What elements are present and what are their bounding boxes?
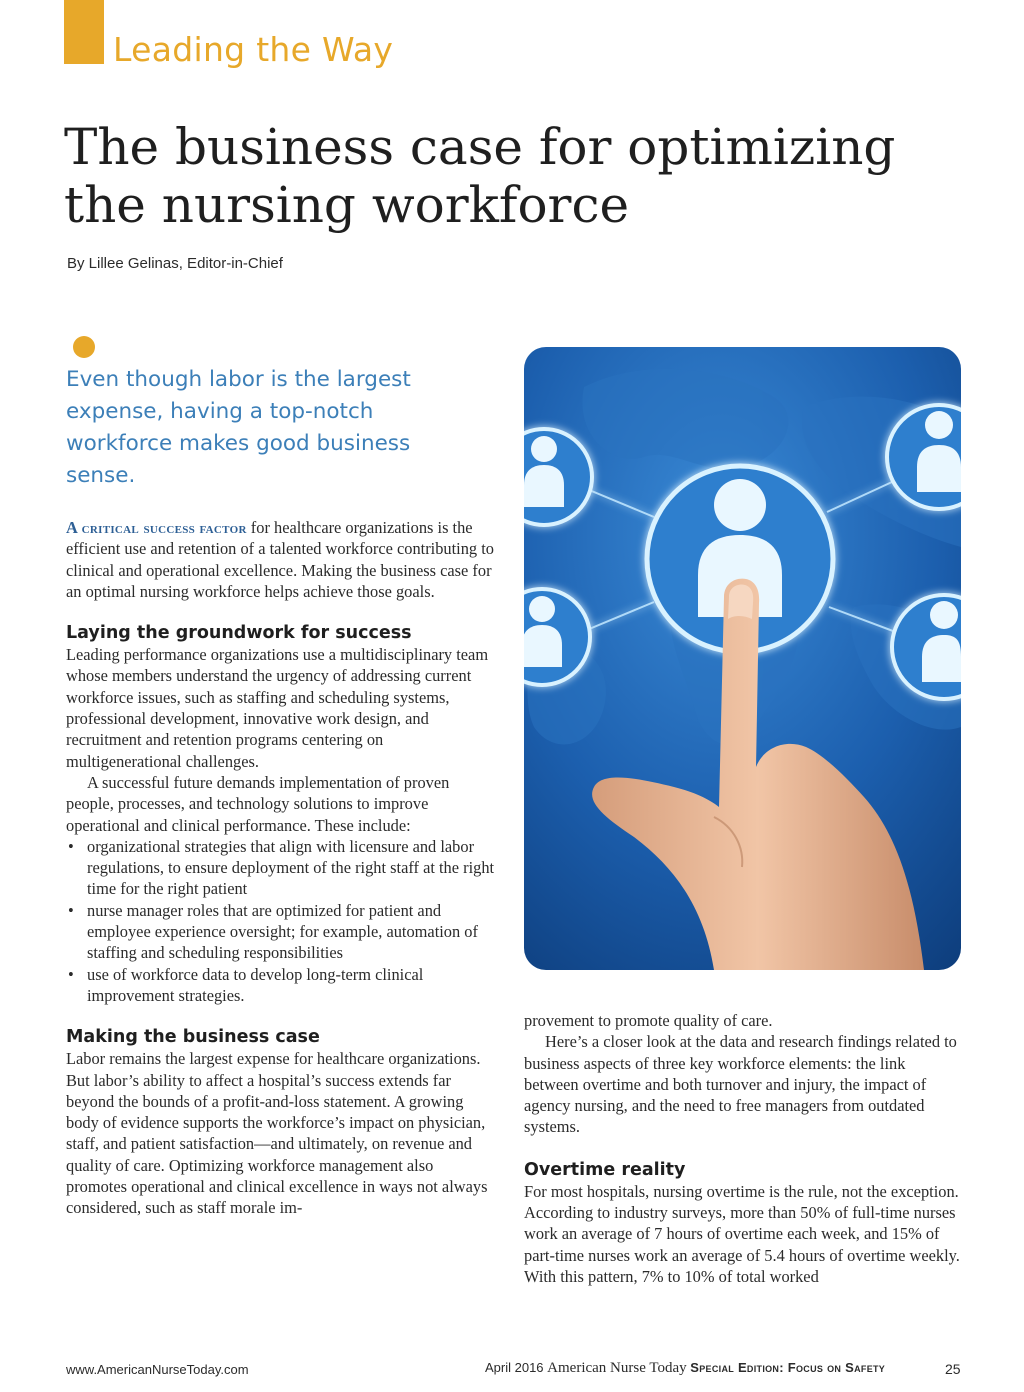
page-number: 25 bbox=[945, 1361, 961, 1377]
bullet-dot-icon: • bbox=[68, 900, 74, 920]
footer-magazine: American Nurse Today bbox=[547, 1360, 687, 1376]
pull-quote-dot-icon bbox=[73, 336, 95, 358]
list-item-text: use of workforce data to develop long-term clinical improvement strategies. bbox=[87, 964, 424, 1005]
section-label: Leading the Way bbox=[113, 30, 394, 69]
article-title: The business case for optimizing the nursing workforce bbox=[64, 118, 896, 234]
list-item-text: nurse manager roles that are optimized for patient and employee experience oversight; for example, automation of staffing and scheduling responsibilities bbox=[87, 900, 478, 963]
article-column-left bbox=[66, 517, 498, 1219]
paragraph: For most hospitals, nursing overtime is the rule, not the exception. According to industry surveys, more than 50% of full-time nurses work an average of 7 hours of overtime each week, and 15% of part-time nurses work an average of 5.4 hours of overtime weekly. With this pattern, 7% to 10% of total worked bbox=[524, 1181, 960, 1286]
heading-overtime: Overtime reality bbox=[524, 1159, 686, 1180]
photo-illustration bbox=[524, 347, 961, 970]
footer-publication bbox=[485, 1360, 885, 1377]
intro-text: for healthcare organizations is the efficient use and retention of a talented workforce contributing to clinical and operational excellence. Making the business case for an optimal nursing workforce helps achieve those goals. bbox=[66, 518, 494, 601]
list-item bbox=[66, 900, 498, 964]
heading-business-case: Making the business case bbox=[66, 1027, 320, 1048]
paragraph: Here’s a closer look at the data and research findings related to business aspects of three key workforce elements: the link between overtime and both turnover and injury, the impact of agency nursing, and the need to free managers from outdated systems. bbox=[524, 1032, 957, 1137]
bullet-dot-icon: • bbox=[68, 836, 74, 856]
paragraph: Leading performance organizations use a multidisciplinary team whose members understand the urgency of addressing current workforce issues, such as staffing and scheduling systems, professional development, innovative work design, and recruitment and retention programs centering on multigenerational challenges. bbox=[66, 645, 489, 771]
list-item-text: organizational strategies that align with licensure and labor regulations, to ensure deployment of the right staff at the right time for the right patient bbox=[87, 836, 495, 899]
pull-quote: Even though labor is the largest expense, having a top-notch workforce makes good business sense. bbox=[66, 367, 411, 488]
paragraph: A successful future demands implementation of proven people, processes, and technology solutions to improve operational and clinical performance. These include: bbox=[66, 772, 450, 835]
bullet-list bbox=[66, 836, 498, 1006]
intro-paragraph bbox=[66, 517, 498, 602]
byline: By Lillee Gelinas, Editor-in-Chief bbox=[67, 255, 283, 272]
list-item bbox=[66, 836, 498, 900]
footer-url[interactable]: www.AmericanNurseToday.com bbox=[66, 1362, 249, 1377]
heading-groundwork: Laying the groundwork for success bbox=[66, 623, 412, 644]
footer-edition: Special Edition: Focus on Safety bbox=[690, 1360, 886, 1375]
paragraph: provement to promote quality of care. bbox=[524, 1011, 773, 1030]
footer-issue: April 2016 bbox=[485, 1360, 544, 1375]
paragraph: Labor remains the largest expense for healthcare organizations. But labor’s ability to affect a hospital’s success extends far beyond the bounds of a profit-and-loss statement. A growing body of evidence supports the workforce’s impact on physician, staff, and patient satisfaction—and ultimately, on revenue and quality of care. Optimizing workforce management also promotes operational and clinical excellence in ways not always considered, such as staff morale im- bbox=[66, 1049, 488, 1218]
article-column-right bbox=[524, 1010, 960, 1287]
list-item bbox=[66, 964, 498, 1007]
lead-in: A critical success factor bbox=[66, 518, 247, 537]
section-color-bar bbox=[64, 0, 104, 64]
network-touch-photo bbox=[524, 347, 961, 970]
bullet-dot-icon: • bbox=[68, 964, 74, 984]
